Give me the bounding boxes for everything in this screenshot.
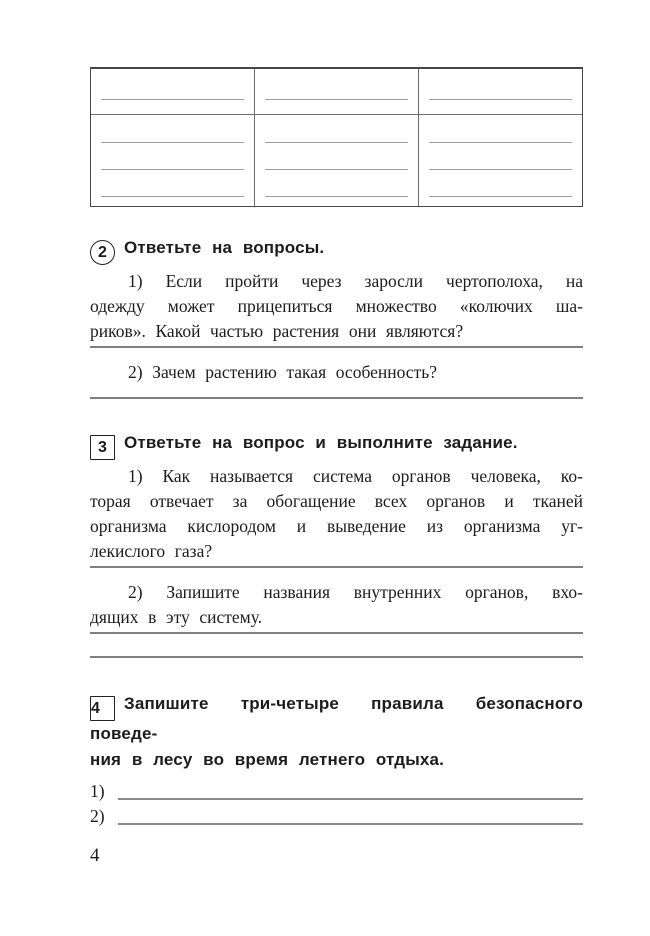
question-line: риков». Какой частью растения они являются? — [90, 321, 464, 341]
table-row — [91, 114, 582, 206]
task-2-header — [90, 234, 583, 265]
question-line: лекислого газа? — [90, 541, 213, 561]
task-2-badge: 2 — [90, 240, 115, 265]
question-line: 2) Зачем растению такая особенность? — [128, 362, 437, 382]
page — [90, 67, 583, 867]
task-3-section — [90, 429, 583, 658]
table-cell — [418, 69, 582, 114]
task-4-item-1 — [90, 779, 583, 804]
task-2-question-1 — [90, 269, 583, 344]
table-row — [91, 69, 582, 114]
task-4-badge: 4 — [90, 696, 115, 721]
question-line: 1) Если пройти через заросли чертополоха, на — [128, 271, 583, 291]
question-line: торая отвечает за обогащение всех органов и тканей — [90, 491, 583, 511]
table-cell — [91, 115, 254, 206]
answer-line — [90, 656, 583, 658]
answer-line — [90, 632, 583, 634]
table-cell — [91, 69, 254, 114]
task-4-title-line: ния в лесу во время летнего отдыха. — [90, 750, 445, 769]
blank-table — [90, 67, 583, 207]
task-3-title: Ответьте на вопрос и выполните задание. — [124, 433, 518, 452]
writing-line — [429, 143, 572, 170]
task-4-title-line: 4 Запишите три-четыре правила безопасного поведе- — [90, 694, 583, 743]
question-line: 2) Запишите названия внутренних органов, вхо- — [128, 582, 583, 602]
question-line: одежду может прицепиться множество «колючих ша- — [90, 296, 583, 316]
writing-line — [101, 170, 244, 197]
task-2-question-2 — [90, 360, 583, 385]
writing-line — [265, 170, 408, 197]
answer-line — [90, 397, 583, 399]
item-number-label: 1) — [90, 781, 105, 801]
writing-line — [101, 143, 244, 170]
question-line: дящих в эту систему. — [90, 607, 263, 627]
task-4-header — [90, 691, 583, 773]
writing-line — [429, 69, 572, 100]
answer-line — [90, 566, 583, 568]
task-3-badge: 3 — [90, 435, 115, 460]
task-3-header — [90, 429, 583, 460]
writing-line — [265, 116, 408, 143]
answer-line — [90, 346, 583, 348]
writing-line — [101, 69, 244, 100]
answer-line — [118, 804, 583, 825]
writing-line — [265, 143, 408, 170]
page-number: 4 — [90, 845, 100, 866]
table-cell — [254, 69, 418, 114]
table-cell — [254, 115, 418, 206]
item-number-label: 2) — [90, 806, 105, 826]
task-2-section — [90, 234, 583, 399]
task-2-title: Ответьте на вопросы. — [124, 238, 325, 257]
question-line: 1) Как называется система органов человека, ко- — [128, 466, 583, 486]
task-4-section — [90, 691, 583, 829]
question-line: организма кислородом и выведение из организма уг- — [90, 516, 583, 536]
task-3-question-1 — [90, 464, 583, 564]
answer-line — [118, 779, 583, 800]
task-3-question-2 — [90, 580, 583, 630]
task-4-item-2 — [90, 804, 583, 829]
writing-line — [429, 116, 572, 143]
writing-line — [101, 116, 244, 143]
writing-line — [265, 69, 408, 100]
writing-line — [429, 170, 572, 197]
table-cell — [418, 115, 582, 206]
